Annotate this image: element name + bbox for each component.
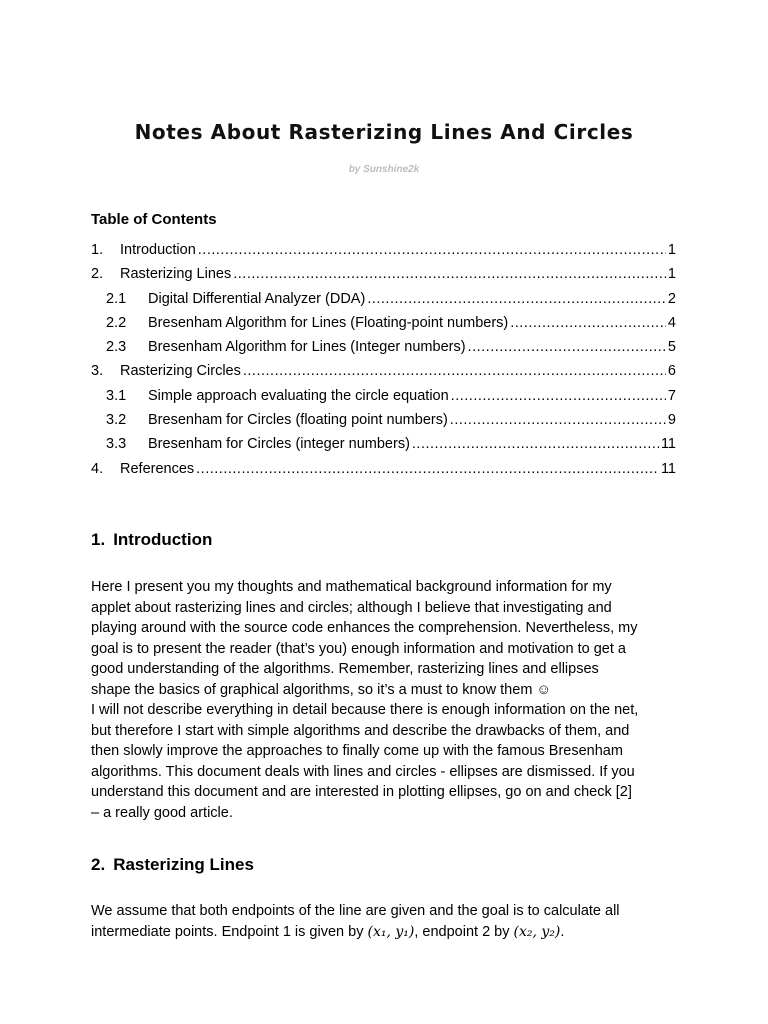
toc-entry-number: 3. bbox=[91, 363, 104, 380]
toc-entry-page: 11 bbox=[660, 436, 676, 453]
toc-entry[interactable] bbox=[91, 461, 676, 485]
paragraph-line: applet about rasterizing lines and circles; although I believe that investigating and bbox=[91, 599, 612, 616]
toc-entry-page: 1 bbox=[667, 266, 676, 283]
toc-entry-number: 2. bbox=[91, 266, 104, 283]
paragraph-line: We assume that both endpoints of the line are given and the goal is to calculate all bbox=[91, 903, 620, 919]
toc-entry-number: 3.3 bbox=[106, 436, 127, 453]
toc-entry-page: 7 bbox=[667, 387, 676, 404]
toc-entry-title: Bresenham for Circles (integer numbers) bbox=[148, 436, 410, 453]
paragraph-line: algorithms. This document deals with lines and circles - ellipses are dismissed. If you bbox=[91, 763, 635, 780]
toc-entry-number: 4. bbox=[91, 460, 104, 477]
paragraph-line: – a really good article. bbox=[91, 804, 233, 821]
toc-entry-number: 3.1 bbox=[106, 387, 127, 404]
toc-leader-dots bbox=[196, 461, 659, 477]
section-title: Rasterizing Lines bbox=[113, 855, 254, 874]
paragraph-line: I will not describe everything in detail because there is enough information on the net, bbox=[91, 702, 639, 718]
toc-entry-page: 4 bbox=[667, 314, 676, 331]
toc-entry-title: Rasterizing Lines bbox=[120, 266, 232, 283]
toc-entry-title: Bresenham Algorithm for Lines (Integer numbers) bbox=[148, 339, 466, 356]
toc-entry-title: Bresenham for Circles (floating point numbers) bbox=[148, 412, 448, 429]
toc-leader-dots bbox=[450, 412, 666, 428]
paragraph-line: then slowly improve the approaches to finally come up with the famous Bresenham bbox=[91, 743, 623, 759]
introduction-paragraph bbox=[91, 577, 683, 823]
toc-entry-page: 5 bbox=[667, 339, 676, 356]
toc-entry-title: References bbox=[120, 460, 195, 477]
toc-entry-page: 9 bbox=[667, 412, 676, 429]
toc-leader-dots bbox=[367, 291, 666, 307]
toc-entry-page: 1 bbox=[667, 242, 676, 258]
paragraph-line: but therefore I start with simple algorithms and describe the drawbacks of them, and bbox=[91, 722, 630, 739]
endpoint-2-math: (x₂, y₂) bbox=[513, 923, 561, 940]
section-title: Introduction bbox=[113, 530, 213, 549]
toc-entry-number: 1. bbox=[91, 242, 104, 258]
paragraph-line: goal is to present the reader (that’s you) enough information and motivation to get a bbox=[91, 640, 626, 657]
section-number: 2. bbox=[91, 855, 106, 874]
text-segment: . bbox=[560, 923, 565, 940]
toc-leader-dots bbox=[198, 242, 666, 258]
toc-leader-dots bbox=[233, 266, 666, 282]
toc-leader-dots bbox=[412, 436, 659, 452]
paragraph-line: understand this document and are interested in plotting ellipses, go on and check [2] bbox=[91, 784, 632, 800]
toc-entry[interactable] bbox=[91, 315, 676, 339]
author-byline: by Sunshine2k bbox=[348, 164, 420, 175]
toc-entry-number: 2.1 bbox=[106, 290, 127, 307]
toc-heading: Table of Contents bbox=[91, 211, 217, 228]
section-heading-rasterizing-lines bbox=[91, 855, 254, 875]
section-number: 1. bbox=[91, 530, 106, 549]
paragraph-line: good understanding of the algorithms. Remember, rasterizing lines and ellipses bbox=[91, 661, 599, 677]
toc-leader-dots bbox=[468, 339, 666, 355]
toc-entry[interactable] bbox=[91, 412, 676, 436]
toc-entry-number: 3.2 bbox=[106, 412, 127, 429]
toc-leader-dots bbox=[451, 388, 666, 404]
toc-entry-number: 2.2 bbox=[106, 314, 127, 331]
toc-entry-title: Simple approach evaluating the circle equation bbox=[148, 387, 449, 404]
toc-leader-dots bbox=[510, 315, 666, 331]
toc-entry-title: Digital Differential Analyzer (DDA) bbox=[148, 290, 366, 307]
toc-entry-title: Rasterizing Circles bbox=[120, 363, 241, 380]
endpoint-1-math: (x₁, y₁) bbox=[367, 923, 415, 940]
section-heading-introduction bbox=[91, 530, 212, 550]
paragraph-line: shape the basics of graphical algorithms, so it’s a must to know them ☺ bbox=[91, 681, 552, 698]
toc-entry-page: 6 bbox=[667, 363, 676, 380]
toc-entry[interactable] bbox=[91, 388, 676, 412]
rasterizing-lines-paragraph bbox=[91, 901, 683, 942]
toc-entry[interactable] bbox=[91, 242, 676, 266]
toc-entry-number: 2.3 bbox=[106, 339, 127, 356]
paragraph-line: playing around with the source code enhances the comprehension. Nevertheless, my bbox=[91, 620, 638, 636]
toc-entry-title: Bresenham Algorithm for Lines (Floating-point numbers) bbox=[148, 314, 509, 331]
toc-entry[interactable] bbox=[91, 291, 676, 315]
text-segment: intermediate points. Endpoint 1 is given by bbox=[91, 923, 368, 940]
toc-entry-page: 2 bbox=[667, 290, 676, 307]
paragraph-line bbox=[91, 922, 683, 943]
toc-entry[interactable] bbox=[91, 363, 676, 387]
toc-entry[interactable] bbox=[91, 436, 676, 460]
text-segment: , endpoint 2 by bbox=[414, 923, 514, 940]
toc-leader-dots bbox=[243, 363, 666, 379]
table-of-contents bbox=[91, 242, 676, 485]
toc-entry-title: Introduction bbox=[120, 242, 196, 258]
toc-entry[interactable] bbox=[91, 266, 676, 290]
document-title: Notes About Rasterizing Lines And Circles bbox=[134, 120, 634, 144]
toc-entry-page: 11 bbox=[660, 460, 676, 477]
paragraph-line: Here I present you my thoughts and mathematical background information for my bbox=[91, 579, 612, 595]
toc-entry[interactable] bbox=[91, 339, 676, 363]
